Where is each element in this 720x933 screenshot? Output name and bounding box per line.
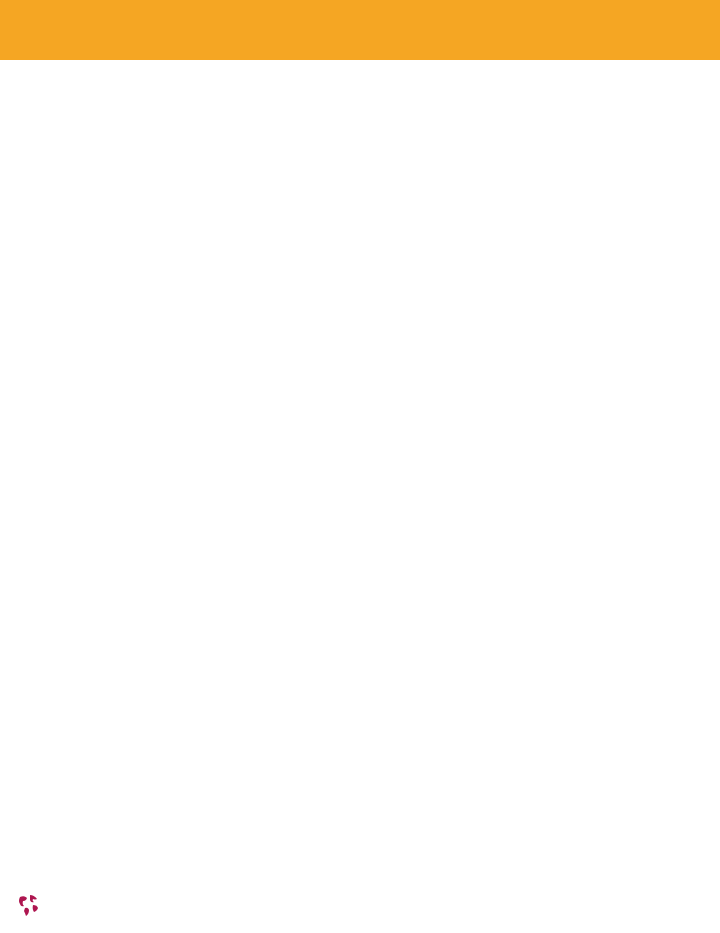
bottom-wave-banner — [0, 830, 720, 933]
top-orange-fill — [0, 0, 720, 60]
top-wave-banner — [0, 0, 720, 110]
globe-icon — [11, 888, 45, 922]
ctwo-logo — [10, 888, 45, 922]
